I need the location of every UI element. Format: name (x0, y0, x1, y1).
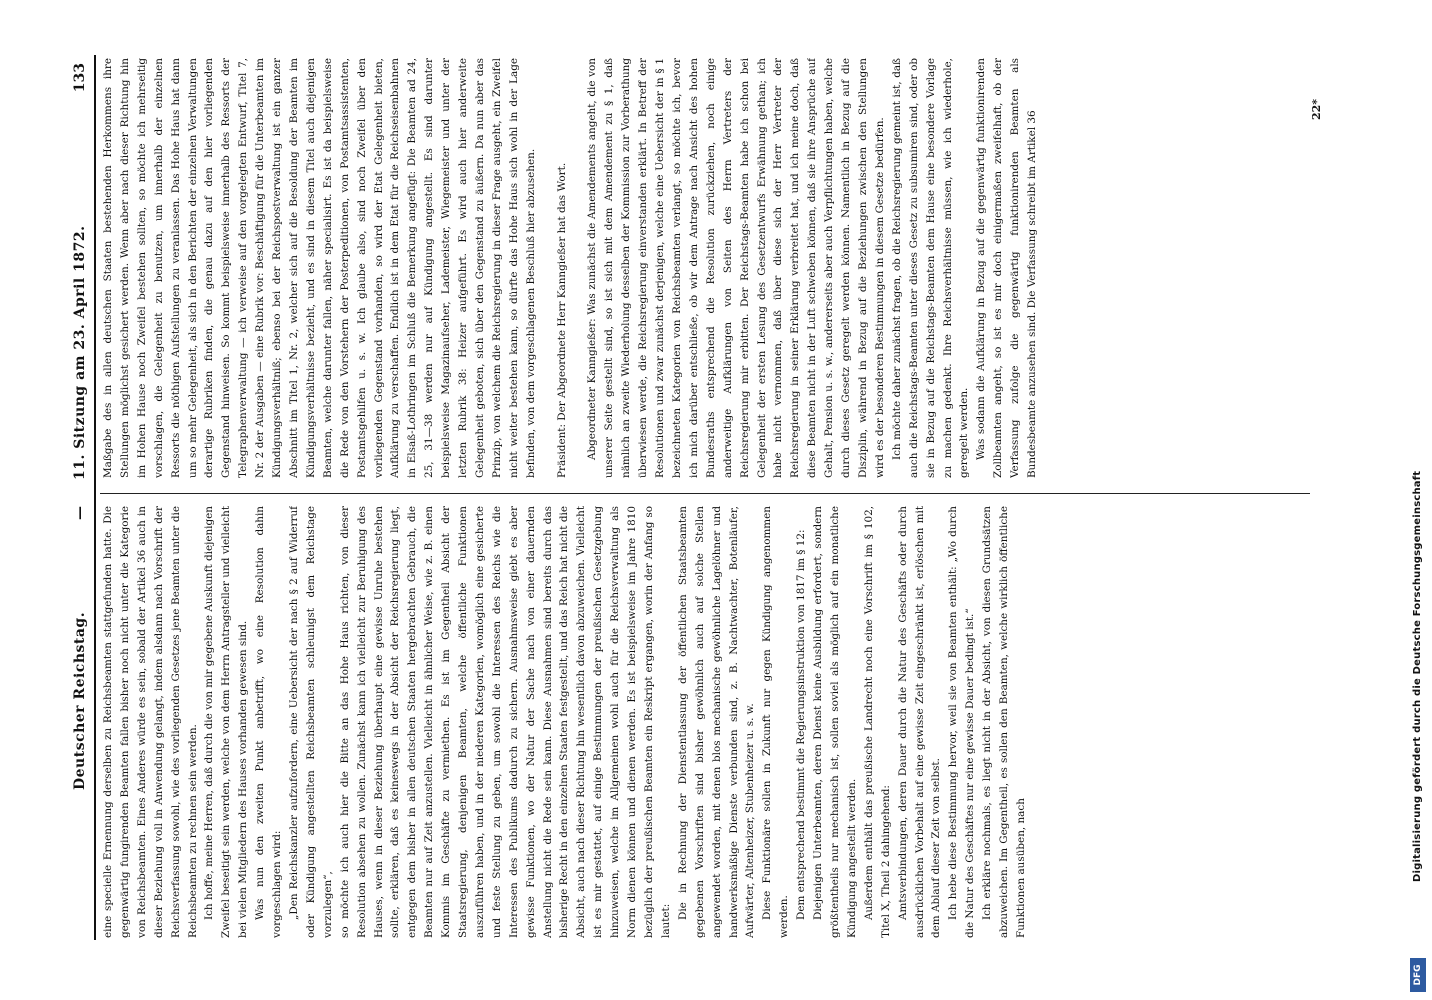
header-separator: — (72, 506, 88, 520)
paragraph: so möchte ich auch hier die Bitte an das Hohe Haus richten, von dieser Resolution absehen zu wollen. Zunächst kann ich vielleicht zur Beruhigung des Hauses, wenn in dieser Beziehung überhaupt eine gewisse Unruhe bestehen sollte, erklären, daß es keineswegs in der Absicht der Reichsregierung liegt, entgegen dem bisher in allen deutschen Staaten hergebrachten Gebrauch, die Beamten nur auf Zeit anzustellen. Vielleicht in ähnlicher Weise, wie z. B. einen Kommis im Geschäfte zu vermiethen. Es ist im Gegentheil Absicht der Staatsregierung, denjenigen Beamten, welche öffentliche Funktionen auszuführen haben, und in der niederen Kategorien, womöglich eine gesicherte und feste Stellung zu geben, um sowohl die Interessen des Reichs wie die Interessen des Publikums dadurch zu sichern. Ausnahmsweise giebt es aber gewisse Funktionen, wo der Natur der Sache nach von einer dauernden Anstellung nicht die Rede sein kann. Diese Ausnahmen sind bereits durch das bisherige Recht in den einzelnen Staaten festgestellt, und das Reich hat nicht die Absicht, auch nach dieser Richtung hin wesentlich davon abzuweichen. Vielleicht ist es mir gestattet, auf einige Bestimmungen der preußischen Gesetzgebung hinzuweisen, welche im Allgemeinen wohl auch für die Reichsverwaltung als Norm dienen können und dienen werden. Es ist beispielsweise im Jahre 1810 bezüglich der preußischen Beamten ein Reskript ergangen, worin der Anfang so lautet: (338, 506, 672, 938)
speaker-paragraph (554, 58, 571, 478)
paragraph: Was nun den zweiten Punkt anbetrifft, wo eine Resolution dahin vorgeschlagen wird: (254, 506, 284, 938)
speaker-line: Präsident: Der Abgeordnete Herr Kanngießer hat das Wort. (555, 162, 568, 478)
quotation: Amtsverbindungen, deren Dauer durch die Natur des Geschäfts oder durch ausdrücklichen Vorbehalt auf eine gewisse Zeit eingeschränkt ist, erlöschen mit dem Ablauf dieser Zeit von selbst. (896, 506, 943, 938)
quotation: Diejenigen Unterbeamten, deren Dienst keine Ausbildung erfordert, sondern größtentheils nur mechanisch ist, sollen soviel als möglich auf ein monatliche Kündigung angestellt werden. (812, 506, 858, 938)
paragraph: Dem entsprechend bestimmt die Regierungsinstruktion von 1817 im § 12: (795, 529, 808, 920)
paragraph: Ich möchte daher zunächst fragen, ob die Reichsregierung gemeint ist, daß auch die Reichstags-Beamten unter dieses Gesetz zu subsumiren sind, oder ob sie in Bezug auf die Reichstags-Beamten dem Hause eine besondere Vorlage zu machen gedenkt. Ihre Reichsverhältnisse müssen, wie ich wiederhole, geregelt werden. (890, 58, 971, 478)
header-publication: Deutscher Reichstag. (72, 611, 88, 790)
paragraph: Außerdem enthält das preußische Landrecht noch eine Vorschrift im § 102, Titel X, Theil 2 dahingehend: (862, 506, 892, 938)
sheet-signature: 22* (1310, 98, 1323, 120)
paragraph: Ich erkläre nochmals, es liegt nicht in der Absicht, von diesen Grundsätzen abzuweichen. Im Gegentheil, es sollen den Beamten, welche wirklich öffentliche Funktionen ausüben, nach (981, 506, 1027, 938)
page-number: 133 (72, 63, 88, 93)
header-session: 11. Sitzung am 23. April 1872. (72, 225, 88, 480)
quotation: Diese Funktionäre sollen in Zukunft nur gegen Kündigung angenommen werden. (761, 506, 791, 938)
paragraph: Was sodann die Aufklärung in Bezug auf die gegenwärtig funktionirenden Zollbeamten angeht, so ist es mir doch einigermaßen zweifelhaft, ob der Verfassung zufolge die gegenwärtig funktionirenden Beamten als Bundesbeamte anzusehen sind. Die Verfassung schreibt im Artikel 36 (975, 58, 1039, 478)
paragraph: Ich hebe diese Bestimmung hervor, weil sie von Beamten enthält: „Wo durch die Natur des Geschäftes nur eine gewisse Dauer bedingt ist.“ (947, 506, 977, 938)
paragraph: Ich hoffe, meine Herren, daß durch die von mir gegebene Auskunft diejenigen Zweifel beseitigt sein werden, welche von dem Herrn Antragsteller und vielleicht bei vielen Mitgliedern des Hauses vorhanden gewesen sind. (203, 506, 250, 938)
column-divider (100, 493, 1310, 494)
right-column (100, 58, 1310, 478)
dfg-logo: DFG (1410, 958, 1426, 992)
left-column (100, 506, 1310, 938)
page-header (68, 55, 96, 940)
paragraph: Maßgabe des in allen deutschen Staaten bestehenden Herkommens ihre Stellungen möglichst gesichert werden. Wenn aber nach dieser Richtung hin im Hohen Hause noch Zweifel bestehen sollten, so möchte ich mehrseitig vorschlagen, die Gelegenheit zu benutzen, um innerhalb der einzelnen Ressorts die nöthigen Aufstellungen zu veranlassen. Das Hohe Haus hat dann um so mehr Gelegenheit, als sich in den Berichten der einzelnen Verwaltungen derartige Rubriken finden, die genau dazu auf den hier vorliegenden Gegenstand hinweisen. So kommt beispielsweise innerhalb des Ressorts der Telegraphenverwaltung — ich verweise auf den vorgelegten Entwurf, Titel 7, Nr. 2 der Ausgaben — eine Rubrik vor: Beschäftigung für die Unterbeamten im Kündigungsverhältniß; ebenso bei der Reichspostverwaltung ist ein ganzer Abschnitt im Titel 1, Nr. 2, welcher sich auf die Besoldung der Beamten im Kündigungsverhältnisse bezieht, und es sind in diesem Titel auch diejenigen Beamten, welche darunter fallen, näher specialisirt. Es ist da beispielsweise die Rede von den Vorstehern der Posterpeditionen, von Postamtsassistenten, Postamtsgehilfen u. s. w. Ich glaube also, sind noch Zweifel über den vorliegenden Gegenstand vorhanden, so wird der Etat Gelegenheit bieten, Aufklärung zu verschaffen. Endlich ist in dem Etat für die Reichseisenbahnen in Elsaß-Lothringen im Schluß die Bemerkung angefügt: Die Beamten ad 24, 25, 31—38 werden nur auf Kündigung angestellt. Es sind darunter beispielsweise Magazinaufseher, Lademeister, Wiegemeister und unter der letzten Rubrik 38: Heizer aufgeführt. Es wird auch hier anderweite Gelegenheit geboten, sich über den Gegenstand zu äußern. Da nun aber das Prinzip, von welchem die Reichsregierung in dieser Frage ausgeht, ein Zweifel nicht weiter bestehen kann, so dürfte das Hohe Haus sich wohl in der Lage befinden, von dem vorgeschlagenen Beschluß hier abzusehen. (102, 58, 537, 478)
digitization-credit: Digitalisierung gefördert durch die Deutsche Forschungsgemeinschaft (1412, 470, 1423, 882)
speech-paragraph: Abgeordneter Kanngießer: Was zunächst die Amendements angeht, die von unserer Seite gestellt sind, so ist sich mit dem Amendement zu § 1, daß nämlich an zweite Wiederholung desselben der Kommission zur Vorberathung überwiesen werde, die Reichsregierung einverstanden erklärt. In Betreff der Resolutionen und zwar zunächst derjenigen, welche eine Uebersicht der in § 1 bezeichneten Kategorien von Reichsbeamten verlangt, so möchte ich, bevor ich mich darüber entschließe, ob wir dem Antrage nach Ansicht des hohen Bundesraths entsprechend die Resolution zurückziehen, noch einige anderweitige Aufklärungen von Seiten des Herrn Vertreters der Reichsregierung mir erbitten. Der Reichstags-Beamten habe ich schon bei Gelegenheit der ersten Lesung des Gesetzentwurfs Erwähnung gethan; ich habe nicht vernommen, daß über diese sich der Herr Vertreter der Reichsregierung in seiner Erklärung verbreitet hat, und ich meine doch, daß diese Beamten nicht in der Luft schweben können, daß sie ihre Ansprüche auf Gehalt, Pension u. s. w., andererseits aber auch Verpflichtungen haben, welche durch dieses Gesetz geregelt werden können. Namentlich in Bezug auf die Disziplin, während in Bezug auf die Beziehungen zwischen den Stellungen wird es der besonderen Bestimmungen in diesem Gesetze bedürfen. (586, 58, 886, 478)
paragraph: eine specielle Ernennung derselben zu Reichsbeamten stattgefunden hatte. Die gegenwärtig fungirenden Beamten fallen bisher noch nicht unter die Kategorie von Reichsbeamten. Eines Anderes würde es sein, sobald der Artikel 36 auch in dieser Beziehung voll in Anwendung gelangt, indem alsdann nach Vorschrift der Reichsverfassung sowohl, wie des vorliegenden Gesetzes jene Beamten unter die Reichsbeamten zu rechnen sein werden. (102, 506, 199, 938)
quotation: Die in Rechnung der Dienstentlassung der öffentlichen Staatsbeamten gegebenen Vorschriften sind bisher gewöhnlich auch auf solche Stellen angewendet worden, mit denen blos mechanische gewöhnliche Lagelöhner und handwerksmäßige Dienste verbunden sind, z. B. Nachtwachter, Botenläufer, Aufwärter, Altenheizer, Stubenheizer u. s. w. (676, 506, 757, 938)
quotation: „Den Reichskanzler aufzufordern, eine Uebersicht der nach § 2 auf Widerruf oder Kündigung angestellten Reichsbeamten schleunigst dem Reichstage vorzulegen“, (287, 506, 334, 938)
